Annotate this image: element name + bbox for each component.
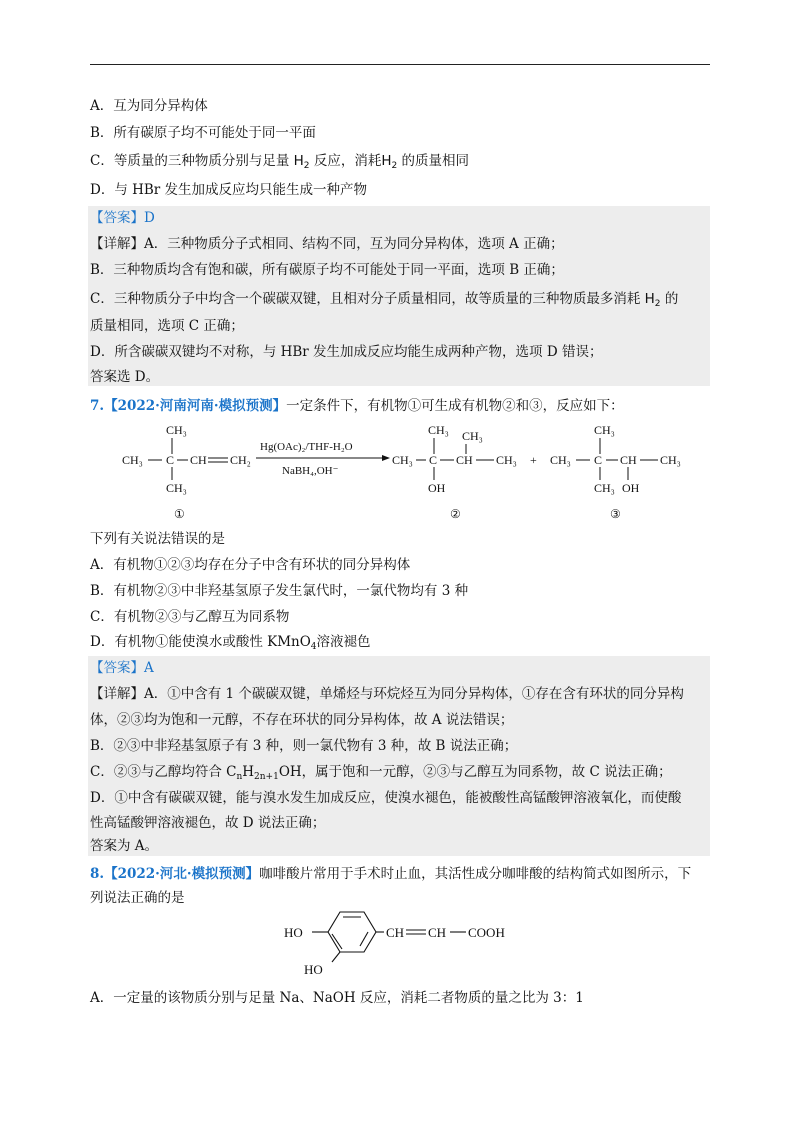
q8-stem-1: 8.【2022·河北·模拟预测】咖啡酸片常用于手术时止血，其活性成分咖啡酸的结构简式如图所示，下	[90, 866, 692, 882]
q6-explanation-1: 【详解】A．三种物质分子式相同、结构不同，互为同分异构体，选项 A 正确；	[90, 236, 564, 252]
q7-c3-ch3-top: CH₃	[594, 423, 615, 437]
q8-caffeic-acid-structure	[270, 900, 570, 980]
q7-label-3: ③	[610, 507, 621, 521]
q8-option-a: A．一定量的该物质分别与足量 Na、NaOH 反应，消耗二者物质的量之比为 3：1	[90, 990, 584, 1006]
q7-c3-oh: OH	[622, 481, 640, 495]
q8-ch-2: CH	[428, 925, 447, 940]
q6-explanation-2: B．三种物质均含有饱和碳，所有碳原子均不可能处于同一平面，选项 B 正确；	[90, 262, 564, 278]
q7-c3-c: C	[594, 453, 603, 467]
q8-ch-1: CH	[386, 925, 405, 940]
q7-explanation-6: 性高锰酸钾溶液褪色，故 D 说法正确；	[90, 815, 326, 831]
q7-c2-ch3-left: CH₃	[392, 453, 413, 467]
q8-ho-lower: HO	[304, 962, 323, 977]
q7-explanation-3: B．②③中非羟基氢原子有 3 种，则一氯代物有 3 种，故 B 说法正确；	[90, 738, 518, 754]
q6-answer: 【答案】D	[90, 210, 155, 226]
q7-explanation-5: D．①中含有碳碳双键，能与溴水发生加成反应，使溴水褪色，能被酸性高锰酸钾溶液氧化，而使酸	[90, 790, 682, 806]
q7-option-b: B．有机物②③中非羟基氢原子发生氯代时，一氯代物均有 3 种	[90, 583, 469, 599]
q7-reagent-bottom: NaBH₄,OH⁻	[282, 465, 339, 477]
q6-option-b: B．所有碳原子均不可能处于同一平面	[90, 125, 316, 141]
q8-cooh: COOH	[468, 925, 505, 940]
q7-c2-ch: CH	[456, 453, 473, 467]
q7-c3-ch3-right: CH₃	[660, 453, 681, 467]
q7-answer: 【答案】A	[90, 660, 154, 676]
q8-stem-2: 列说法正确的是	[90, 890, 185, 906]
q7-c3-ch3-left: CH₃	[550, 453, 571, 467]
q7-stem: 7.【2022·河南河南·模拟预测】一定条件下，有机物①可生成有机物②和③，反应如下：	[90, 398, 624, 414]
q7-c2-ch3-top2: CH₃	[462, 429, 483, 443]
q7-c1-ch3-top: CH₃	[166, 423, 187, 437]
q7-question: 下列有关说法错误的是	[90, 531, 225, 547]
q7-explanation-7: 答案为 A。	[90, 838, 159, 854]
q6-option-a: A．互为同分异构体	[90, 98, 208, 114]
q7-option-d: D．有机物①能使溴水或酸性 KMnO$_4$溶液褪色	[90, 634, 371, 652]
q7-c2-ch3-top1: CH₃	[428, 423, 449, 437]
q6-option-c: C．等质量的三种物质分别与足量 $H_2$ 反应，消耗$H_2$ 的质量相同	[90, 153, 470, 171]
q6-explanation-6: 答案选 D。	[90, 369, 160, 385]
q7-c3-ch: CH	[620, 453, 637, 467]
q7-c1-ch: CH	[190, 453, 207, 467]
q6-explanation-4: 质量相同，选项 C 正确；	[90, 318, 244, 334]
q7-explanation-4: C．②③与乙醇均符合 $C_nH_{2n+1}OH$，属于饱和一元醇，②③与乙醇互为同系物，故 C 说法正确；	[90, 764, 672, 782]
q7-option-a: A．有机物①②③均存在分子中含有环状的同分异构体	[90, 557, 411, 573]
q7-c3-ch3-bottom: CH₃	[594, 481, 615, 495]
q8-ho-upper: HO	[284, 925, 303, 940]
q7-plus: +	[530, 453, 537, 467]
q6-option-d: D．与 HBr 发生加成反应均只能生成一种产物	[90, 182, 368, 198]
q7-explanation-2: 体，②③均为饱和一元醇，不存在环状的同分异构体，故 A 说法错误；	[90, 712, 514, 728]
q7-reagent-top: Hg(OAc)₂/THF-H₂O	[260, 441, 353, 453]
q7-c1-ch3-bottom: CH₃	[166, 481, 187, 495]
q7-reaction-scheme	[110, 418, 730, 528]
q6-explanation-3: C．三种物质分子中均含一个碳碳双键，且相对分子质量相同，故等质量的三种物质最多消耗 $H_2$ 的	[90, 291, 679, 309]
q7-c1-ch3-left: CH₃	[122, 453, 143, 467]
q7-explanation-1: 【详解】A．①中含有 1 个碳碳双键，单烯烃与环烷烃互为同分异构体，①存在含有环状的同分异构	[90, 686, 684, 702]
q7-c2-ch3-right: CH₃	[496, 453, 517, 467]
q7-label-2: ②	[450, 507, 461, 521]
header-rule	[90, 64, 710, 65]
q7-option-c: C．有机物②③与乙醇互为同系物	[90, 609, 290, 625]
q7-c2-oh: OH	[428, 481, 446, 495]
q7-label-1: ①	[174, 507, 185, 521]
q7-c1-ch2: CH₂	[230, 453, 251, 467]
q6-explanation-5: D．所含碳碳双键均不对称，与 HBr 发生加成反应均能生成两种产物，选项 D 错误；	[90, 344, 603, 360]
q7-c1-c: C	[166, 453, 175, 467]
q7-c2-c: C	[429, 453, 438, 467]
